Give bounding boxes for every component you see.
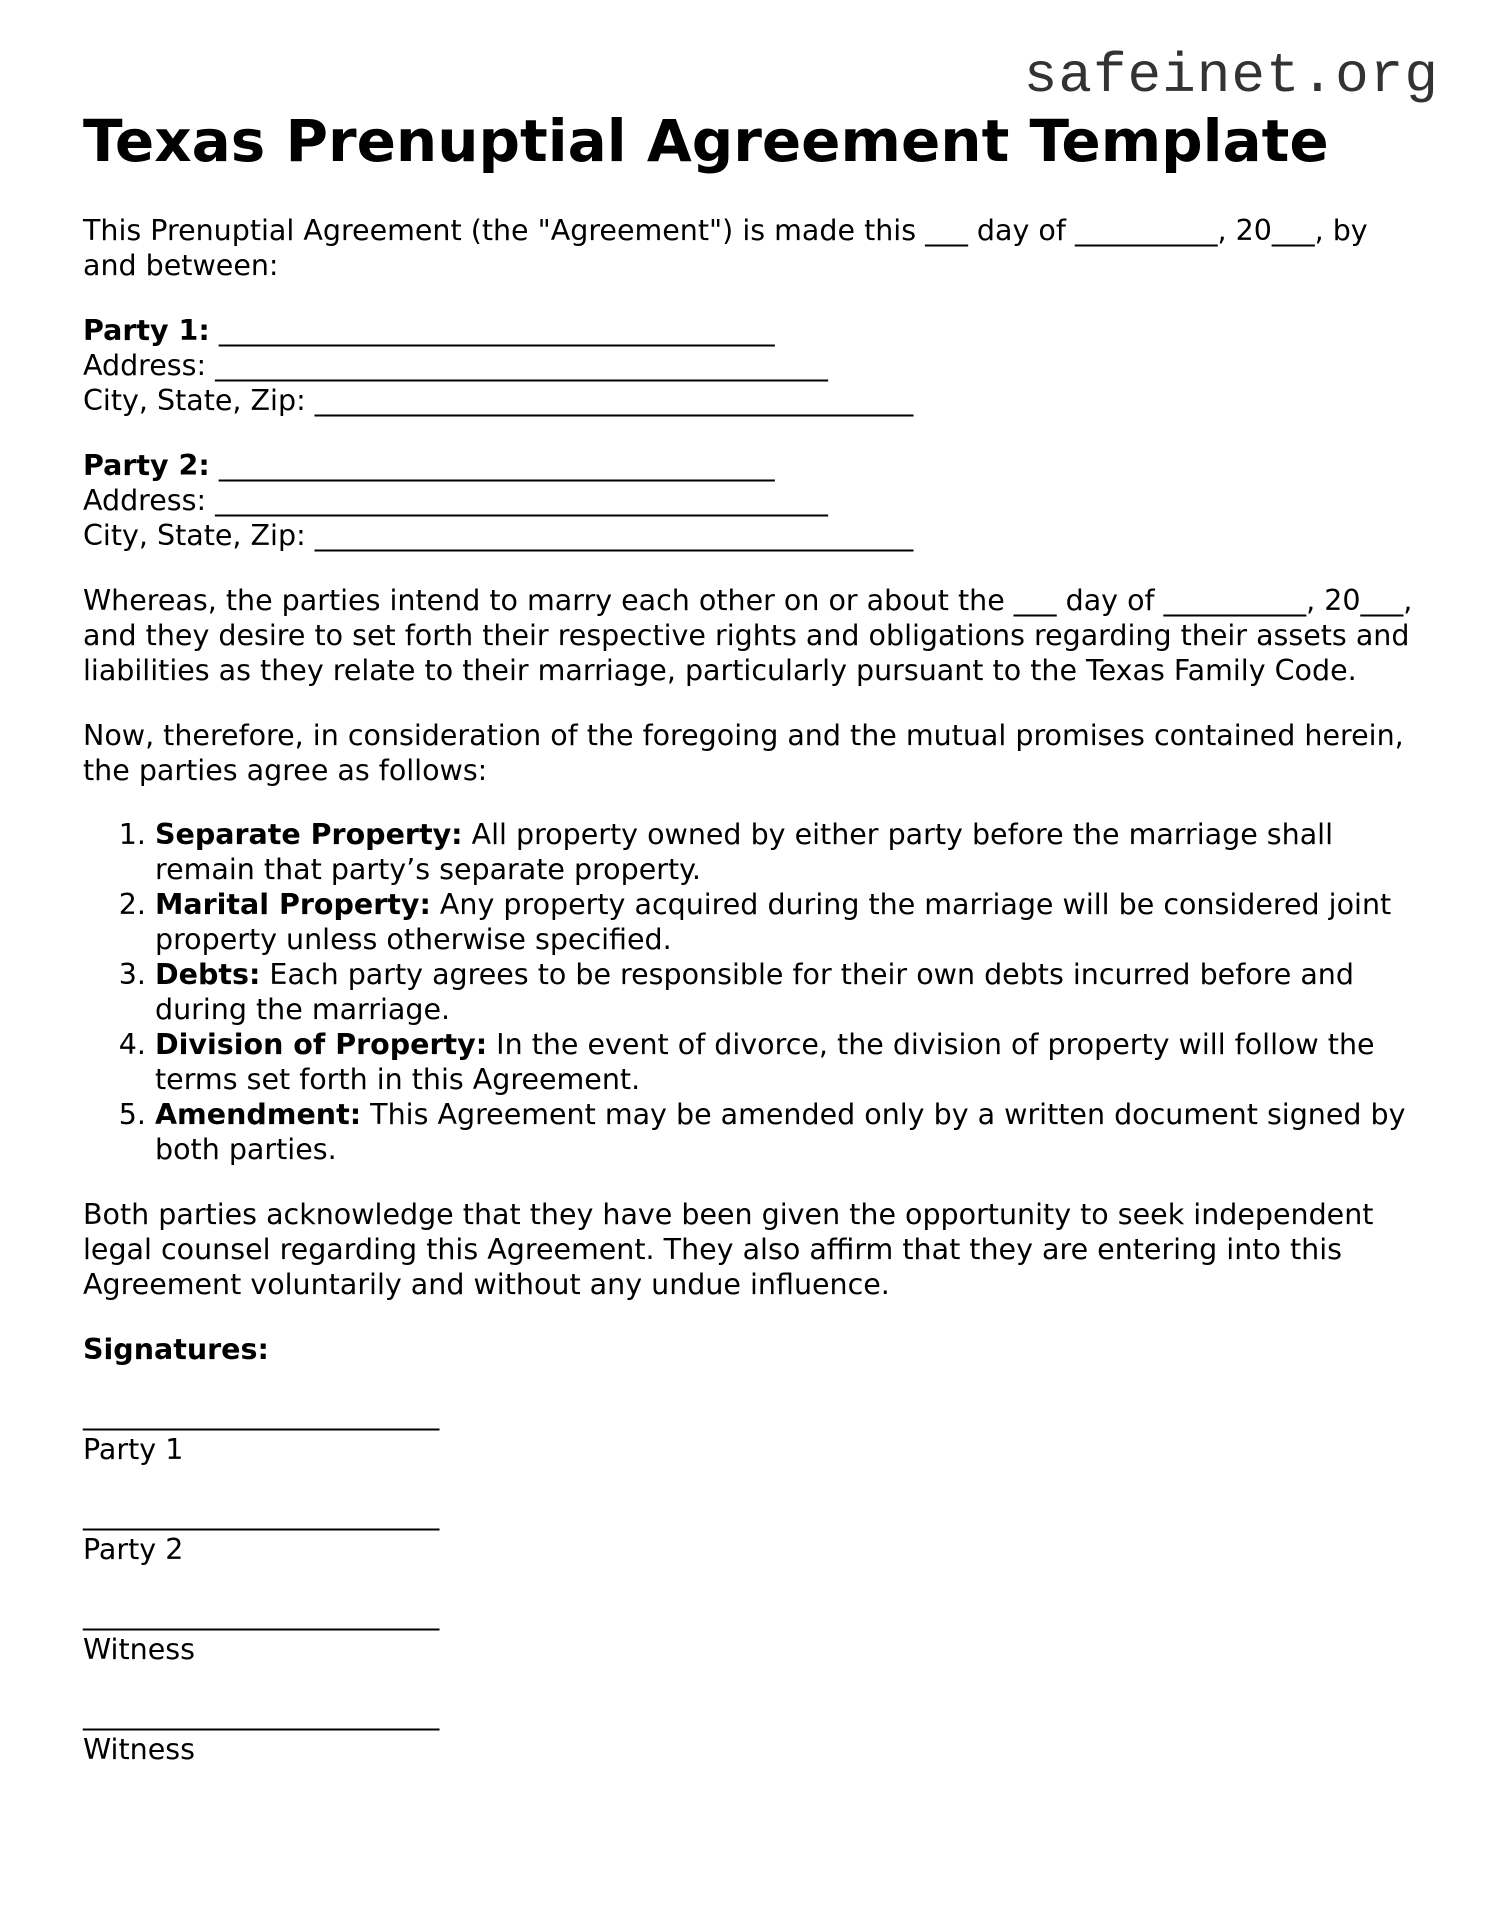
term-heading: Amendment: (155, 1098, 362, 1131)
term-heading: Debts: (155, 958, 261, 991)
signatures-heading: Signatures: (83, 1333, 269, 1366)
term-item (155, 957, 1413, 1027)
party-2-label: Party 2: (83, 449, 210, 482)
party-1-address: Address: ___________________________________________ (83, 349, 828, 382)
party-1-city: City, State, Zip: __________________________________________ (83, 384, 914, 417)
signature-block-witness-2 (83, 1697, 1413, 1767)
watermark-text: safeinet.org (1023, 44, 1439, 108)
signature-label: Party 1 (83, 1433, 184, 1466)
term-item (155, 1027, 1413, 1097)
intro-paragraph: This Prenuptial Agreement (the "Agreement") is made this ___ day of __________, 20___, by and between: (83, 214, 1368, 282)
party-2-name-line: _______________________________________ (209, 449, 775, 482)
page-title: Texas Prenuptial Agreement Template (83, 107, 1329, 175)
signature-label: Witness (83, 1733, 195, 1766)
term-text: Each party agrees to be responsible for their own debts incurred before and during the marriage. (155, 958, 1354, 1026)
term-heading: Marital Property: (155, 888, 431, 921)
term-item (155, 817, 1413, 887)
signature-label: Witness (83, 1633, 195, 1666)
party-1-name-row (83, 313, 1413, 348)
term-text: All property owned by either party before the marriage shall remain that party’s separate property. (155, 818, 1334, 886)
signature-line: _________________________ (83, 1698, 440, 1731)
party-2-city: City, State, Zip: __________________________________________ (83, 519, 914, 552)
party-1-label: Party 1: (83, 314, 210, 347)
signature-block-party-1 (83, 1397, 1413, 1467)
document-page (83, 104, 1413, 1767)
terms-list (83, 817, 1413, 1167)
term-item (155, 887, 1413, 957)
term-heading: Separate Property: (155, 818, 463, 851)
signature-line: _________________________ (83, 1398, 440, 1431)
signature-line: _________________________ (83, 1598, 440, 1631)
term-text: This Agreement may be amended only by a written document signed by both parties. (155, 1098, 1406, 1166)
party-1-name-line: _______________________________________ (209, 314, 775, 347)
signature-line: _________________________ (83, 1498, 440, 1531)
party-1-block (83, 313, 1413, 418)
term-text: In the event of divorce, the division of property will follow the terms set forth in this Agreement. (155, 1028, 1375, 1096)
party-2-address: Address: ___________________________________________ (83, 484, 828, 517)
signature-block-party-2 (83, 1497, 1413, 1567)
now-therefore-paragraph: Now, therefore, in consideration of the foregoing and the mutual promises contained herein, the parties agree as follows: (83, 719, 1404, 787)
term-text: Any property acquired during the marriage will be considered joint property unless otherwise specified. (155, 888, 1392, 956)
signature-label: Party 2 (83, 1533, 184, 1566)
party-2-name-row (83, 448, 1413, 483)
party-2-block (83, 448, 1413, 553)
acknowledgment-paragraph: Both parties acknowledge that they have been given the opportunity to seek independent legal counsel regarding this Agreement. They also affirm that they are entering into this Agreement voluntarily and without any undue influence. (83, 1198, 1374, 1301)
signature-block-witness-1 (83, 1597, 1413, 1667)
whereas-paragraph: Whereas, the parties intend to marry each other on or about the ___ day of __________, 20___, and they desire to set forth their respective rights and obligations regarding their assets and liabilities as they relate to their marriage, particularly pursuant to the Texas Family Code. (83, 584, 1413, 687)
term-item (155, 1097, 1413, 1167)
term-heading: Division of Property: (155, 1028, 488, 1061)
